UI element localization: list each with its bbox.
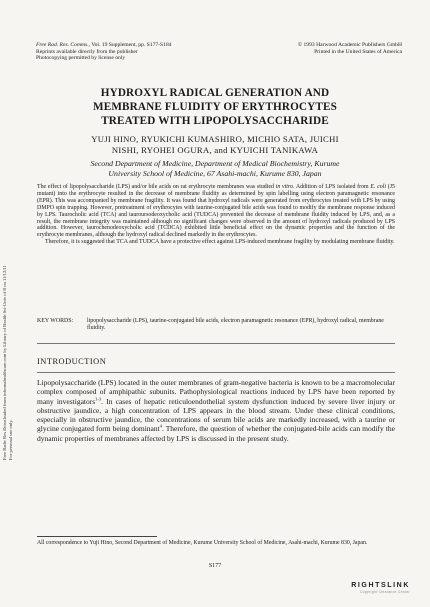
footnote: [37, 540, 395, 547]
download-notice-line: Free Radic Res Downloaded from informahealthcare.com by Library of Health Sci-Univ of Il on 11/12/11: [2, 265, 7, 460]
copyright-line: © 1993 Harwood Academic Publishers GmbH: [297, 42, 402, 48]
reference-marker: 1-3: [95, 396, 102, 402]
abstract-conclusion: Therefore, it is suggested that TCA and TUDCA have a protective effect against LPS-induced membrane fragility by modulating membrane fluidity.: [45, 239, 395, 246]
section-heading-introduction: INTRODUCTION: [37, 357, 107, 366]
key-words-label: KEY WORDS:: [37, 318, 74, 324]
footnote-text: All correspondence to Yuji Hino, Second Department of Medicine, Kurume University School of Medicine, Asahi-machi, Kurume 830, Japan.: [37, 540, 368, 546]
footnote-rule: [37, 536, 157, 537]
author-list: [40, 134, 390, 156]
title-line: HYDROXYL RADICAL GENERATION AND: [100, 87, 330, 99]
photocopying-note: Photocopying permitted by license only: [36, 55, 126, 62]
body-text: . Therefore, the question of whether the conjugated-bile acids can modify the dynamic properties of membranes affected by LPS is discussed in the present study.: [37, 424, 395, 443]
reprints-note: Reprints available directly from the publisher: [36, 48, 138, 55]
body-text: . In cases of hepatic reticuloendothelial system dysfunction induced by severe liver injury or obstructive jaundice, a high concentration of LPS appears in the blood stream. Under these clinical conditions, especially in obstructive jaundice, the concentrations of serum bile acids are markedly increased, with a taurine or glycine conjugated form being dominant: [37, 396, 396, 434]
abstract-text: (J5 mutant) into the erythrocyte resulted in the decrease of membrane fluidity as determined by spin labelling using electron paramagnetic resonance (EPR). This was accompanied by membrane fragility. It was found that hydroxyl radicals were generated from erythrocytes treated with LPS by using DMPO spin trapping. However, pretreatment of erythrocytes with taurine-conjugated bile acids was found to modify the membrane response induced by LPS. Taurocholic acid (TCA) and tauroursodeoxycholic acid (TUDCA) prevented the decrease of membrane fluidity induced by LPS, and, as a result, the membrane integrity was maintained although no significant changes were observed in the amount of hydroxyl radicals produced by LPS addition. However, taurochenodeoxycholic acid (TCDCA) exhibited little beneficial effect on the dynamic properties and the function of the erythrocyte membranes, although the hydroxyl radical declined markedly in the erythrocytes.: [37, 184, 395, 239]
title-line: TREATED WITH LIPOPOLYSACCHARIDE: [101, 115, 329, 128]
abstract: [37, 184, 395, 246]
journal-name: Free Rad. Res. Comms.,: [36, 42, 91, 48]
author-line: YUJI HINO, RYUKICHI KUMASHIRO, MICHIO SATA, JUICHI: [91, 134, 339, 144]
abstract-text: . Addition of LPS isolated from: [292, 184, 371, 190]
section-divider: [37, 372, 395, 373]
page-number: S177: [208, 563, 222, 569]
author-line: NISHI, RYOHEI OGURA, and KYUICHI TANIKAWA: [111, 145, 319, 155]
reference-marker: 4: [159, 423, 162, 429]
title-line: MEMBRANE FLUIDITY OF ERYTHROCYTES: [93, 101, 337, 114]
publisher-header: [262, 42, 402, 55]
journal-citation: [36, 42, 172, 49]
author-affiliation: [40, 159, 390, 179]
abstract-text: The effect of lipopolysaccharide (LPS) and/or bile acids on rat erythrocyte membranes was studied: [37, 184, 276, 190]
key-words-text: lipopolysaccharide (LPS), taurine-conjugated bile acids, electron paramagnetic resonance (EPR), hydroxyl radical, membrane fluidity.: [87, 318, 384, 331]
abstract-italic-term: E. coli: [370, 184, 387, 190]
introduction-paragraph: [37, 378, 395, 443]
affiliation-line: University School of Medicine, 67 Asahi-machi, Kurume 830, Japan: [108, 169, 322, 179]
personal-use-note: For personal use only.: [8, 419, 13, 460]
printed-line: Printed in the United States of America: [314, 48, 402, 55]
volume-pages: Vol. 19 Supplement, pp. S177-S184: [90, 42, 172, 48]
body-text: Lipopolysaccharide (LPS) located in the outer membranes of gram-negative bacteria is known to be a macromolecular complex composed of amphipathic subunits. Pathophysiological reactions induced by LPS have been reported by many investigators: [37, 378, 395, 406]
logo-tagline: Copyright Clearance Center: [360, 590, 410, 594]
journal-header: [36, 42, 172, 62]
download-notice: [2, 200, 24, 460]
rightslink-logo: [310, 582, 410, 594]
affiliation-line: Second Department of Medicine, Department of Medical Biochemistry, Kurume: [90, 159, 340, 168]
logo-wordmark: RIGHTSLINK: [351, 582, 410, 589]
article-title: [40, 86, 390, 129]
abstract-italic-term: in vitro: [275, 184, 293, 190]
key-words: [37, 318, 395, 332]
section-divider: [37, 343, 395, 344]
abstract-paragraph: [37, 184, 395, 239]
